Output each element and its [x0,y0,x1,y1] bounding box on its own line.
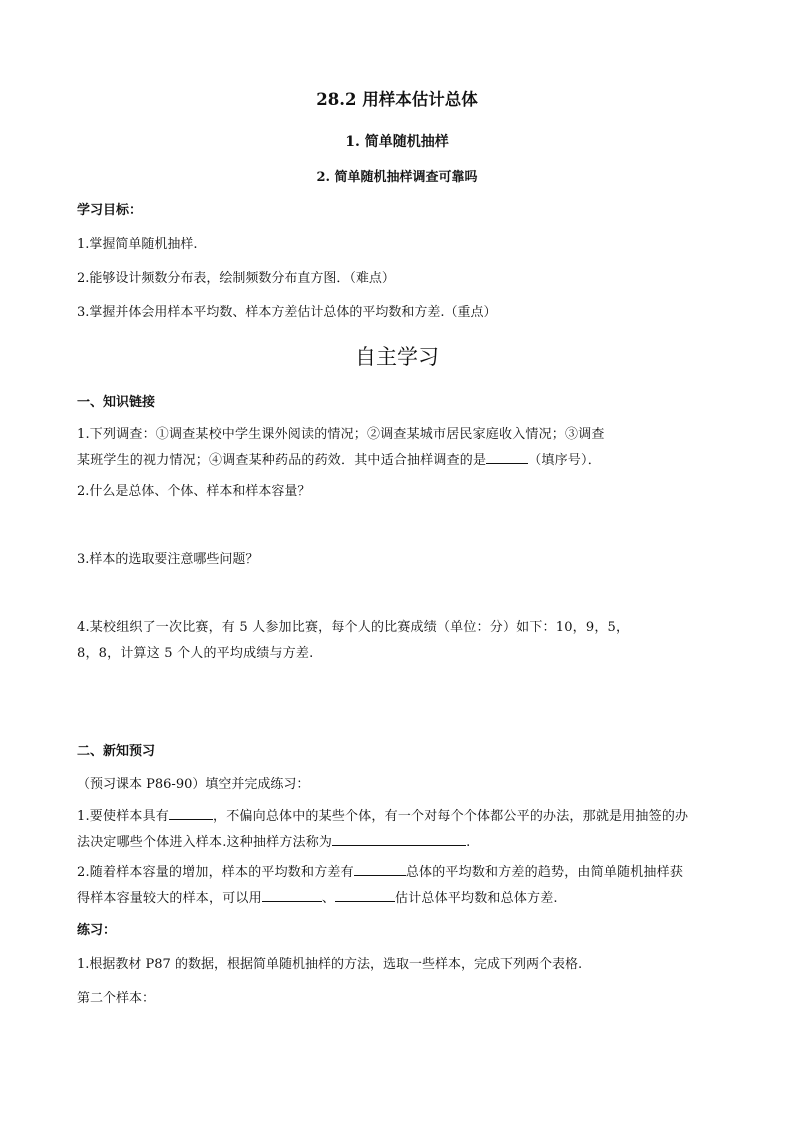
exercise-heading: 练习： [77,923,117,938]
question-1 [77,422,717,474]
section-subtitle-1: 1. 简单随机抽样 [345,134,449,150]
preview-item-1-line-2 [77,830,717,856]
preview-item-2-text-c: 得样本容量较大的样本，可以用 [77,891,262,906]
preview-item-2-text-b: 总体的平均数和方差的趋势，由简单随机抽样获 [405,865,684,880]
self-study-heading: 自主学习 [355,345,439,369]
section-subtitle-2: 2. 简单随机抽样调查可靠吗 [316,170,478,185]
answer-blank[interactable] [354,861,406,876]
question-4 [77,615,717,667]
answer-blank[interactable] [332,831,466,846]
preview-item-2-line-1 [77,860,717,886]
exercise-item-1: 1.根据教材 P87 的数据，根据简单随机抽样的方法，选取一些样本，完成下列两个表格. [77,957,583,972]
preview-item-1 [77,804,717,856]
part2-intro: （预习课本 P86-90）填空并完成练习： [77,777,310,792]
question-1-text: 某班学生的视力情况；④调查某种药品的药效．其中适合抽样调查的是 [77,453,487,468]
preview-item-2-separator: 、 [321,891,336,906]
goals-heading: 学习目标： [77,203,143,218]
preview-item-1-line-1 [77,804,717,830]
question-4-line-2: 8，8，计算这 5 个人的平均成绩与方差. [77,646,314,661]
answer-blank[interactable] [486,449,528,464]
goal-item-2: 2.能够设计频数分布表，绘制频数分布直方图．（难点） [77,271,395,286]
question-1-line-2 [77,448,717,474]
question-4-line-1: 4.某校组织了一次比赛，有 5 人参加比赛，每个人的比赛成绩（单位：分）如下：10，9，5， [77,620,630,635]
preview-item-1-text-b: ，不偏向总体中的某些个体，有一个对每个个体都公平的办法，那就是用抽签的办 [213,809,689,824]
question-1-line-1: 1.下列调查：①调查某校中学生课外阅读的情况；②调查某城市居民家庭收入情况；③调查 [77,427,605,442]
goal-item-1: 1.掌握简单随机抽样. [77,237,198,252]
answer-blank[interactable] [335,887,395,902]
part2-heading: 二、新知预习 [77,744,156,759]
preview-item-2 [77,860,717,912]
question-2: 2.什么是总体、个体、样本和样本容量？ [77,484,311,499]
answer-blank[interactable] [262,887,322,902]
preview-item-2-text-a: 2.随着样本容量的增加，样本的平均数和方差有 [77,865,354,880]
question-1-hint: （填序号）． [528,453,601,468]
preview-item-1-text-a: 1.要使样本具有 [77,809,170,824]
answer-blank[interactable] [169,805,213,820]
page-title: 28.2 用样本估计总体 [316,90,478,109]
question-3: 3.样本的选取要注意哪些问题？ [77,552,259,567]
preview-item-2-line-2 [77,886,717,912]
preview-item-1-text-d: . [466,835,471,850]
preview-item-2-text-d: 估计总体平均数和总体方差. [395,891,558,906]
sample-2-label: 第二个样本： [77,991,156,1006]
preview-item-1-text-c: 法决定哪些个体进入样本.这种抽样方法称为 [77,835,333,850]
part1-heading: 一、知识链接 [77,395,156,410]
goal-item-3: 3.掌握并体会用样本平均数、样本方差估计总体的平均数和方差.（重点） [77,305,497,320]
